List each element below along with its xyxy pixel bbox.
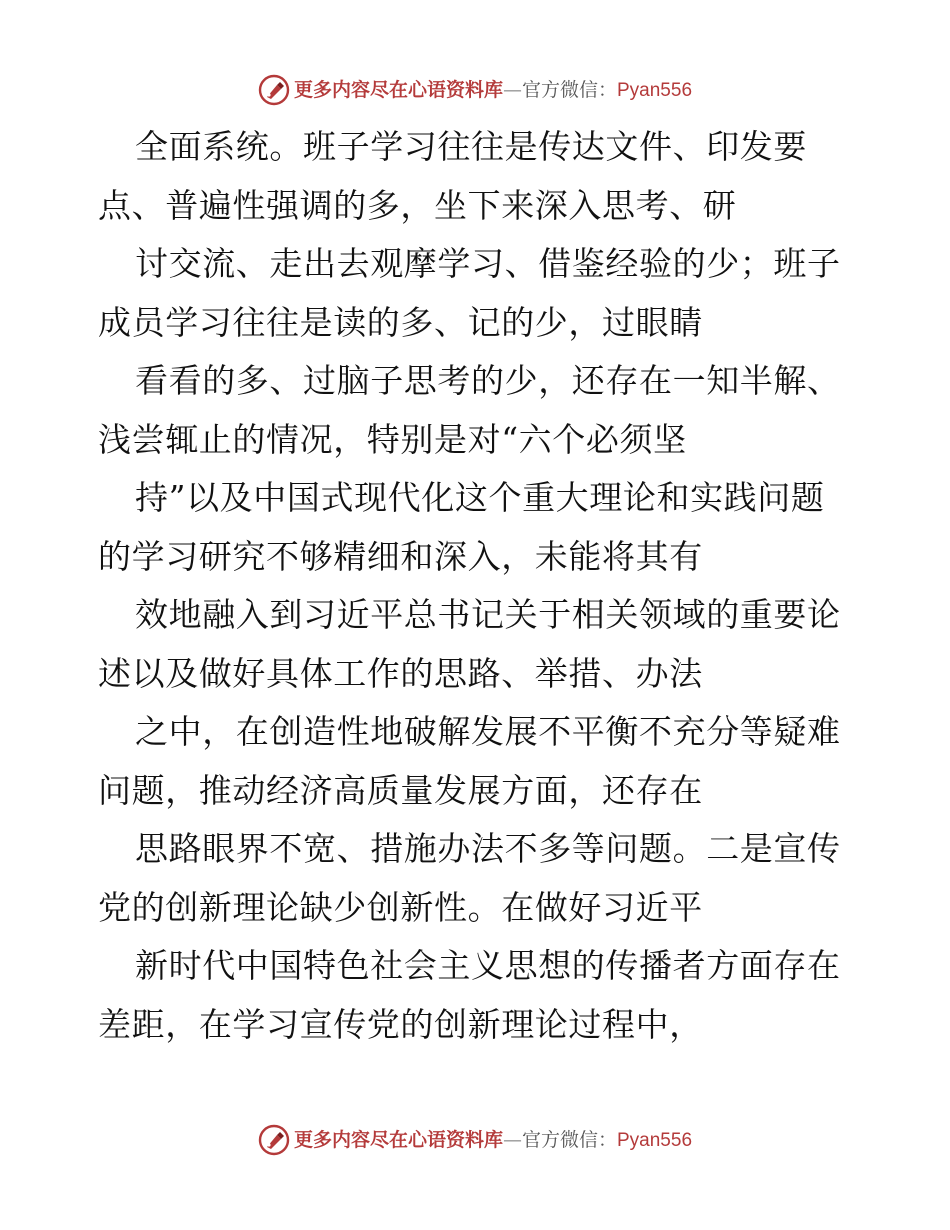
header-banner (0, 70, 950, 110)
body-line: 党的创新理论缺少创新性。在做好习近平 (98, 887, 703, 927)
body-line: 述以及做好具体工作的思路、举措、办法 (98, 653, 703, 693)
header-wechat-label: 官方微信： (521, 78, 617, 101)
header-wechat-id: Pyan556 (617, 79, 693, 101)
body-line: 看看的多、过脑子思考的少，还存在一知半解、 (135, 361, 841, 400)
document-body (98, 118, 858, 1054)
body-line: 成员学习往往是读的多、记的少，过眼睛 (98, 302, 703, 342)
header-dash: — (502, 78, 522, 101)
footer-dash: — (502, 1128, 522, 1151)
header-site-name: 更多内容尽在心语资料库 (293, 78, 503, 101)
footer-wechat-label: 官方微信： (521, 1128, 617, 1151)
footer-wechat-id: Pyan556 (617, 1129, 693, 1151)
body-line: 全面系统。班子学习往往是传达文件、印发要 (135, 127, 807, 166)
body-line: 问题，推动经济高质量发展方面，还存在 (98, 770, 703, 810)
body-line: 浅尝辄止的情况，特别是对“六个必须坚 (98, 419, 687, 459)
pen-logo-icon (258, 74, 290, 106)
body-line: 效地融入到习近平总书记关于相关领域的重要论 (135, 595, 841, 634)
body-line: 讨交流、走出去观摩学习、借鉴经验的少；班子 (135, 244, 841, 283)
body-line: 差距，在学习宣传党的创新理论过程中， (98, 1004, 703, 1044)
body-line: 的学习研究不够精细和深入，未能将其有 (98, 536, 703, 576)
body-line: 点、普遍性强调的多，坐下来深入思考、研 (98, 185, 737, 225)
body-line: 新时代中国特色社会主义思想的传播者方面存在 (135, 946, 841, 985)
body-line: 之中，在创造性地破解发展不平衡不充分等疑难 (135, 712, 841, 751)
body-line: 持”以及中国式现代化这个重大理论和实践问题 (135, 478, 825, 517)
pen-logo-icon (258, 1124, 290, 1156)
footer-site-name: 更多内容尽在心语资料库 (293, 1128, 503, 1151)
footer-banner (0, 1120, 950, 1160)
body-line: 思路眼界不宽、措施办法不多等问题。二是宣传 (135, 829, 841, 868)
